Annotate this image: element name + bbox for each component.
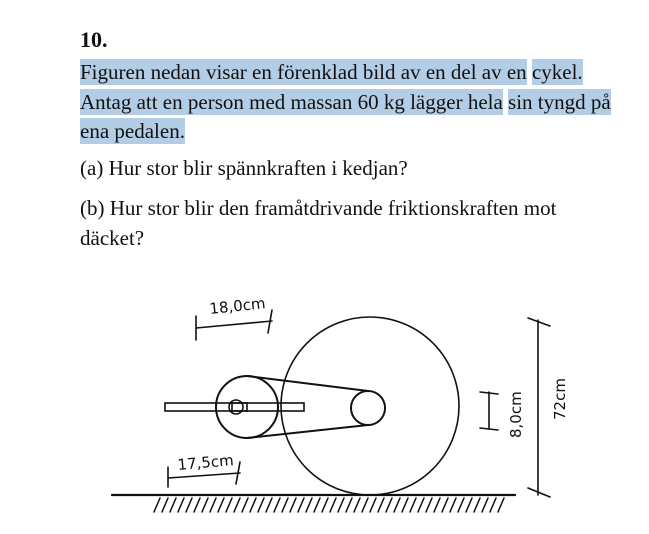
crank-length-dimension — [196, 321, 272, 328]
wheel-diameter-label: 72cm — [551, 378, 569, 420]
question-a-text: Hur stor blir spännkraften i kedjan? — [108, 156, 408, 180]
problem-number: 10. — [80, 27, 108, 52]
crank-axle — [229, 400, 243, 414]
question-b-label: (b) — [80, 196, 105, 220]
chainring-radius-label: 17,5cm — [176, 451, 235, 474]
chain-upper — [247, 376, 368, 391]
ground-hatching — [154, 498, 504, 512]
intro-line-1: Figuren nedan visar en förenklad bild av en del av en — [80, 60, 527, 84]
intro-line-3: sin tyngd på ena pedalen. — [80, 89, 611, 143]
question-a-label: (a) — [80, 156, 104, 180]
crank-length-label: 18,0cm — [208, 294, 267, 318]
intro-line-2: cykel. Antag att en person med massan 60 kg lägger hela — [80, 60, 583, 114]
question-b-text: Hur stor blir den framåtdrivande friktionskraften mot däcket? — [80, 196, 557, 250]
rear-wheel — [281, 317, 459, 495]
question-b — [80, 194, 620, 253]
rear-sprocket — [351, 391, 385, 425]
sprocket-diameter-label: 8,0cm — [507, 391, 525, 438]
bicycle-drivetrain-figure — [0, 270, 649, 534]
problem-intro — [80, 58, 620, 147]
crank-arm-left — [165, 403, 247, 411]
question-a — [80, 154, 620, 184]
